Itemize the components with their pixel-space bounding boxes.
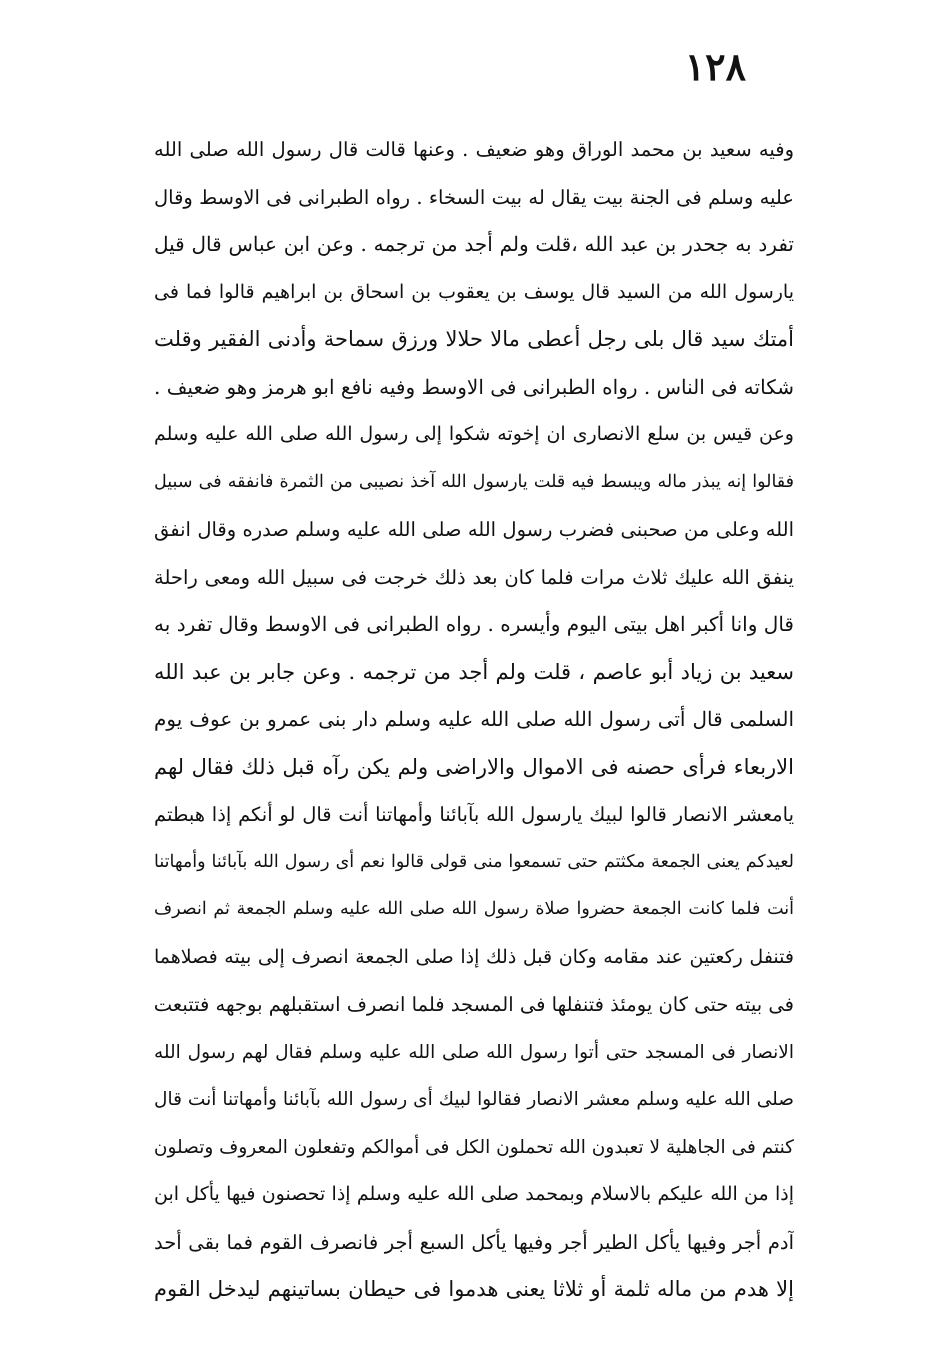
- text-line: أنت فلما كانت الجمعة حضروا صلاة رسول الله صلى الله عليه وسلم الجمعة ثم انصرف: [154, 899, 794, 919]
- text-line: أمتك سيد قال بلى رجل أعطى مالا حلالا ورزق سماحة وأدنى الفقير وقلت: [154, 327, 794, 351]
- text-line: وعن قيس بن سلع الانصارى ان إخوته شكوا إلى رسول الله صلى الله عليه وسلم: [154, 423, 794, 445]
- text-line: السلمى قال أتى رسول الله صلى الله عليه وسلم دار بنى عمرو بن عوف يوم: [154, 707, 794, 731]
- text-line: وفيه سعيد بن محمد الوراق وهو ضعيف . وعنها قالت قال رسول الله صلى الله: [154, 138, 794, 161]
- text-line: شكاته فى الناس . رواه الطبرانى فى الاوسط وفيه نافع ابو هرمز وهو ضعيف .: [154, 374, 794, 399]
- text-line: يارسول الله من السيد قال يوسف بن يعقوب بن اسحاق بن ابراهيم قالوا فما فى: [154, 280, 794, 303]
- text-line: كنتم فى الجاهلية لا تعبدون الله تحملون الكل فى أموالكم وتفعلون المعروف وتصلون: [154, 1136, 794, 1158]
- text-line: يامعشر الانصار قالوا لبيك يارسول الله بآبائنا وأمهاتنا أنت قال لو أنكم إذا هبطتم: [154, 803, 794, 826]
- text-line: آدم أجر وفيها يأكل الطير أجر وفيها يأكل السبع أجر فانصرف القوم فما بقى أحد: [154, 1230, 794, 1254]
- text-line: الاربعاء فرأى حصنه فى الاموال والاراضى ولم يكن رآه قبل ذلك فقال لهم: [154, 754, 794, 779]
- text-line: فقالوا إنه يبذر ماله ويبسط فيه قلت يارسول الله آخذ نصيبى من الثمرة فانفقه فى سبيل: [154, 471, 794, 492]
- text-line: فتنفل ركعتين عند مقامه وكان قبل ذلك إذا صلى الجمعة انصرف إلى بيته فصلاهما: [154, 945, 794, 968]
- text-line: سعيد بن زياد أبو عاصم ، قلت ولم أجد من ترجمه . وعن جابر بن عبد الله: [154, 659, 794, 684]
- body-text: [154, 126, 794, 1314]
- text-line: صلى الله عليه وسلم معشر الانصار فقالوا لبيك أى رسول الله بآبائنا وأمهاتنا أنت قال: [154, 1089, 794, 1110]
- text-line: فى بيته حتى كان يومئذ فتنفلها فى المسجد فلما انصرف استقبلهم بوجهه فتتبعت: [154, 993, 794, 1016]
- text-line: لعيدكم يعنى الجمعة مكثتم حتى تسمعوا منى قولى قالوا نعم أى رسول الله بآبائنا وأمهاتنا: [154, 851, 794, 872]
- page-number: ١٢٨: [684, 44, 746, 89]
- text-line: إلا هدم من ماله ثلمة أو ثلاثا يعنى هدموا فى حيطان بساتينهم ليدخل القوم: [154, 1277, 794, 1301]
- text-line: الانصار فى المسجد حتى أتوا رسول الله صلى الله عليه وسلم فقال لهم رسول الله: [154, 1041, 794, 1063]
- text-line: ينفق الله عليك ثلاث مرات فلما كان بعد ذلك خرجت فى سبيل الله ومعى راحلة: [154, 565, 794, 589]
- text-line: إذا من الله عليكم بالاسلام وبمحمد صلى الله عليه وسلم إذا تحصنون فيها يأكل ابن: [154, 1183, 794, 1205]
- text-line: تفرد به جحدر بن عبد الله ،قلت ولم أجد من ترجمه . وعن ابن عباس قال قيل: [154, 232, 794, 256]
- text-line: الله وعلى من صحبنى فضرب رسول الله صلى الله عليه وسلم صدره وقال انفق: [154, 518, 794, 541]
- text-line: عليه وسلم فى الجنة بيت يقال له بيت السخاء . رواه الطبرانى فى الاوسط وقال: [154, 185, 794, 209]
- text-line: قال وانا أكبر اهل بيتى اليوم وأيسره . رواه الطبرانى فى الاوسط وقال تفرد به: [154, 612, 794, 636]
